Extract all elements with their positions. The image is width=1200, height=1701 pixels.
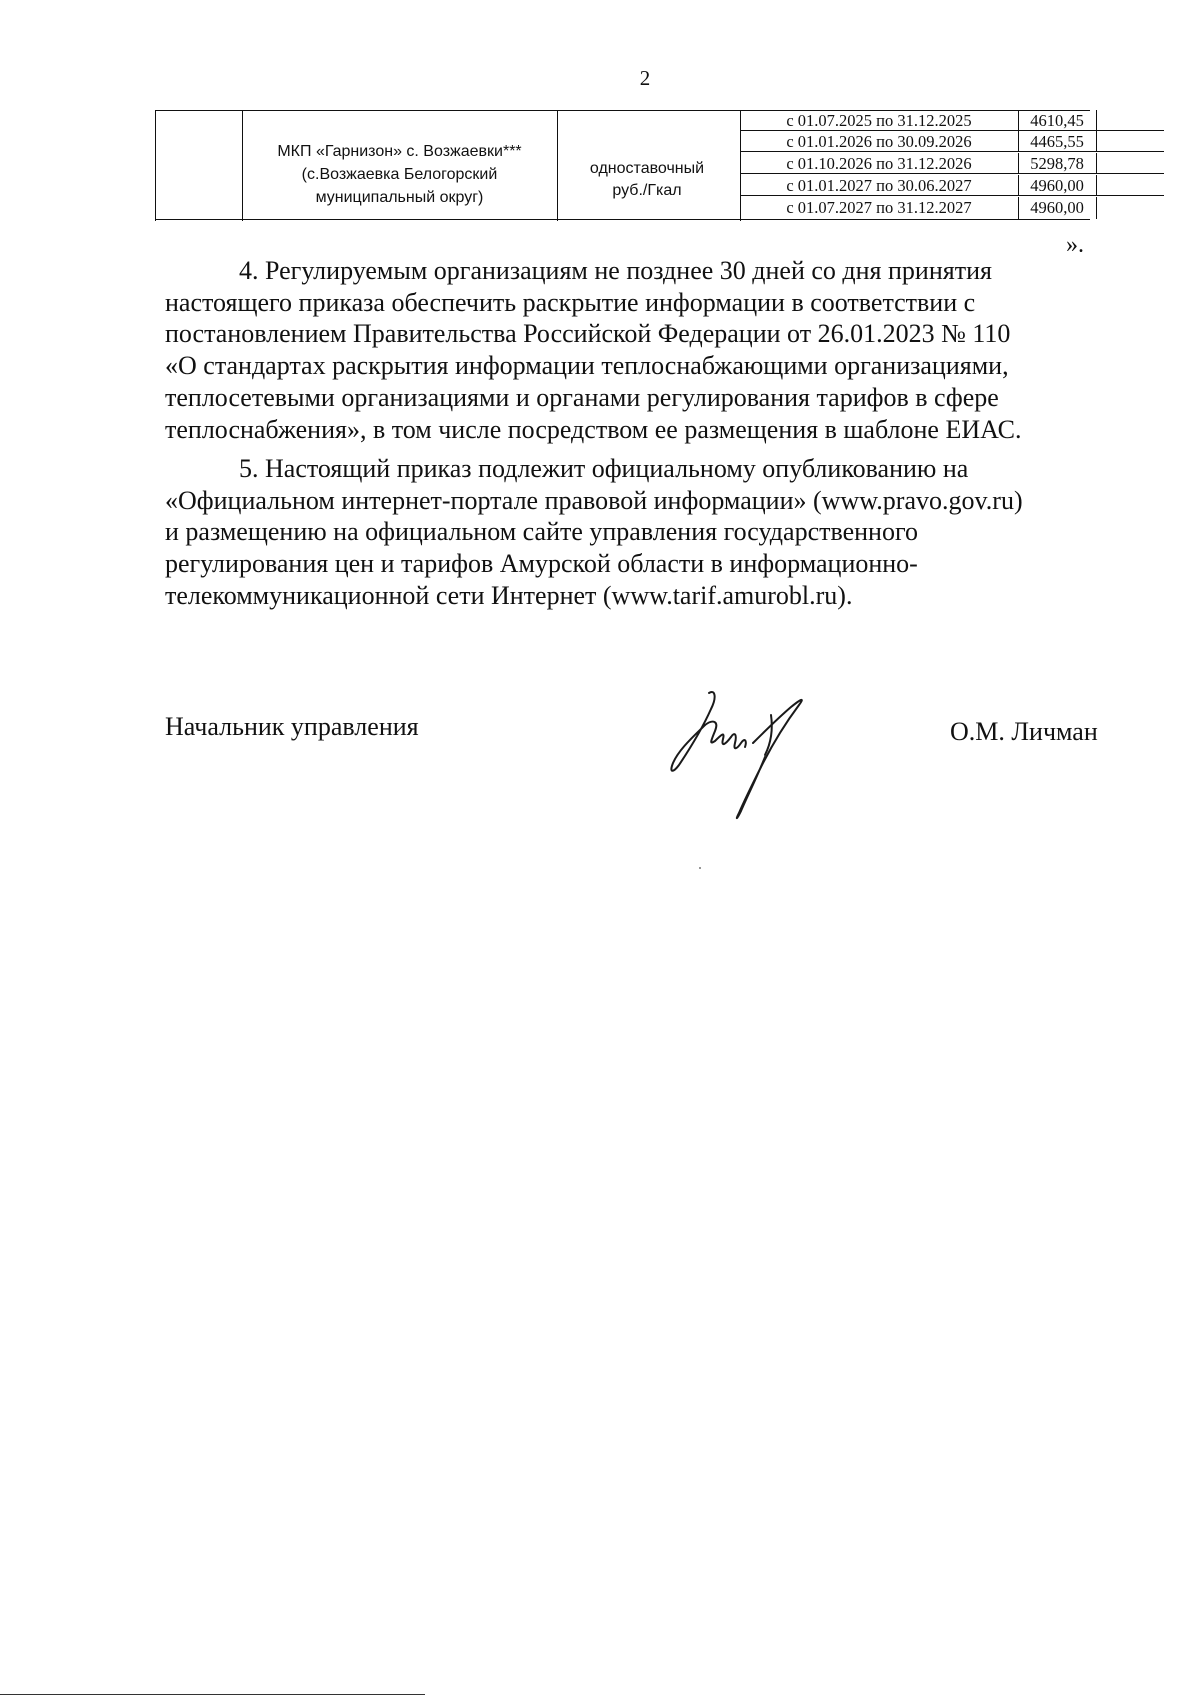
paragraph-5 <box>165 453 1117 612</box>
organization-line: муниципальный округ) <box>315 189 484 206</box>
tariff-value-cell: 4960,00 <box>1030 176 1084 195</box>
signer-title: Начальник управления <box>165 712 419 741</box>
table-row <box>740 197 1164 218</box>
paragraph-line: 5. Настоящий приказ подлежит официальному опубликованию на <box>239 454 969 483</box>
table-bottom-border <box>155 219 1090 220</box>
row-divider <box>1018 175 1019 196</box>
table-row <box>740 175 1164 196</box>
closing-quote: ». <box>1066 232 1084 258</box>
row-divider <box>1096 153 1097 174</box>
table-row <box>740 131 1164 152</box>
row-divider <box>1018 197 1019 219</box>
paragraph-4 <box>165 255 1117 445</box>
paragraph-line: регулирования цен и тарифов Амурской области в информационно- <box>165 549 918 579</box>
paragraph-line: постановлением Правительства Российской Федерации от 26.01.2023 № 110 <box>165 319 1011 349</box>
scan-speck <box>699 867 701 869</box>
row-divider <box>1018 131 1019 152</box>
organization-line: МКП «Гарнизон» с. Возжаевки*** <box>277 143 522 160</box>
row-separator <box>740 151 1164 152</box>
scan-edge-line <box>0 1694 425 1695</box>
row-divider <box>1096 175 1097 196</box>
organization-line: (с.Возжаевка Белогорский <box>301 166 498 183</box>
paragraph-line: теплосетевыми организациями и органами регулирования тарифов в сфере <box>165 382 999 412</box>
period-cell: с 01.01.2027 по 30.06.2027 <box>786 176 972 195</box>
paragraph-line: «Официальном интернет-портале правовой информации» (www.pravo.gov.ru) <box>165 485 1023 515</box>
table-row <box>740 153 1164 174</box>
period-cell: с 01.01.2026 по 30.09.2026 <box>786 132 972 151</box>
tariff-value-cell: 4465,55 <box>1030 132 1084 151</box>
table-row <box>740 110 1164 131</box>
tariff-value-cell: 4610,45 <box>1030 111 1084 130</box>
paragraph-line: «О стандартах раскрытия информации теплоснабжающими организациями, <box>165 351 1009 381</box>
tariff-value-cell: 5298,78 <box>1030 154 1084 173</box>
rate-unit: руб./Гкал <box>612 182 682 199</box>
period-cell: с 01.07.2027 по 31.12.2027 <box>786 198 972 217</box>
page-number: 2 <box>639 66 651 90</box>
row-divider <box>1018 153 1019 174</box>
row-divider <box>1096 197 1097 219</box>
row-divider <box>1096 110 1097 131</box>
row-divider <box>1096 131 1097 152</box>
paragraph-line: телекоммуникационной сети Интернет (www.tarif.amurobl.ru). <box>165 580 853 610</box>
signer-name: О.М. Личман <box>950 717 1098 746</box>
paragraph-line: и размещению на официальном сайте управления государственного <box>165 517 918 547</box>
row-separator <box>740 173 1164 174</box>
table-border-left <box>155 110 156 221</box>
paragraph-line: 4. Регулируемым организациям не позднее 30 дней со дня принятия <box>239 256 992 285</box>
row-separator <box>740 195 1164 196</box>
tariff-table <box>155 110 1090 221</box>
unit-cell <box>557 158 737 202</box>
period-cell: с 01.10.2026 по 31.12.2026 <box>786 154 972 173</box>
paragraph-line: настоящего приказа обеспечить раскрытие информации в соответствии с <box>165 287 976 317</box>
tariff-value-cell: 4960,00 <box>1030 198 1084 217</box>
organization-cell <box>242 140 557 209</box>
handwritten-signature <box>665 685 845 830</box>
rate-type: одноставочный <box>589 160 705 177</box>
paragraph-line: теплоснабжения», в том числе посредством ее размещения в шаблоне ЕИАС. <box>165 414 1022 444</box>
period-cell: с 01.07.2025 по 31.12.2025 <box>786 111 972 130</box>
row-divider <box>1018 110 1019 131</box>
